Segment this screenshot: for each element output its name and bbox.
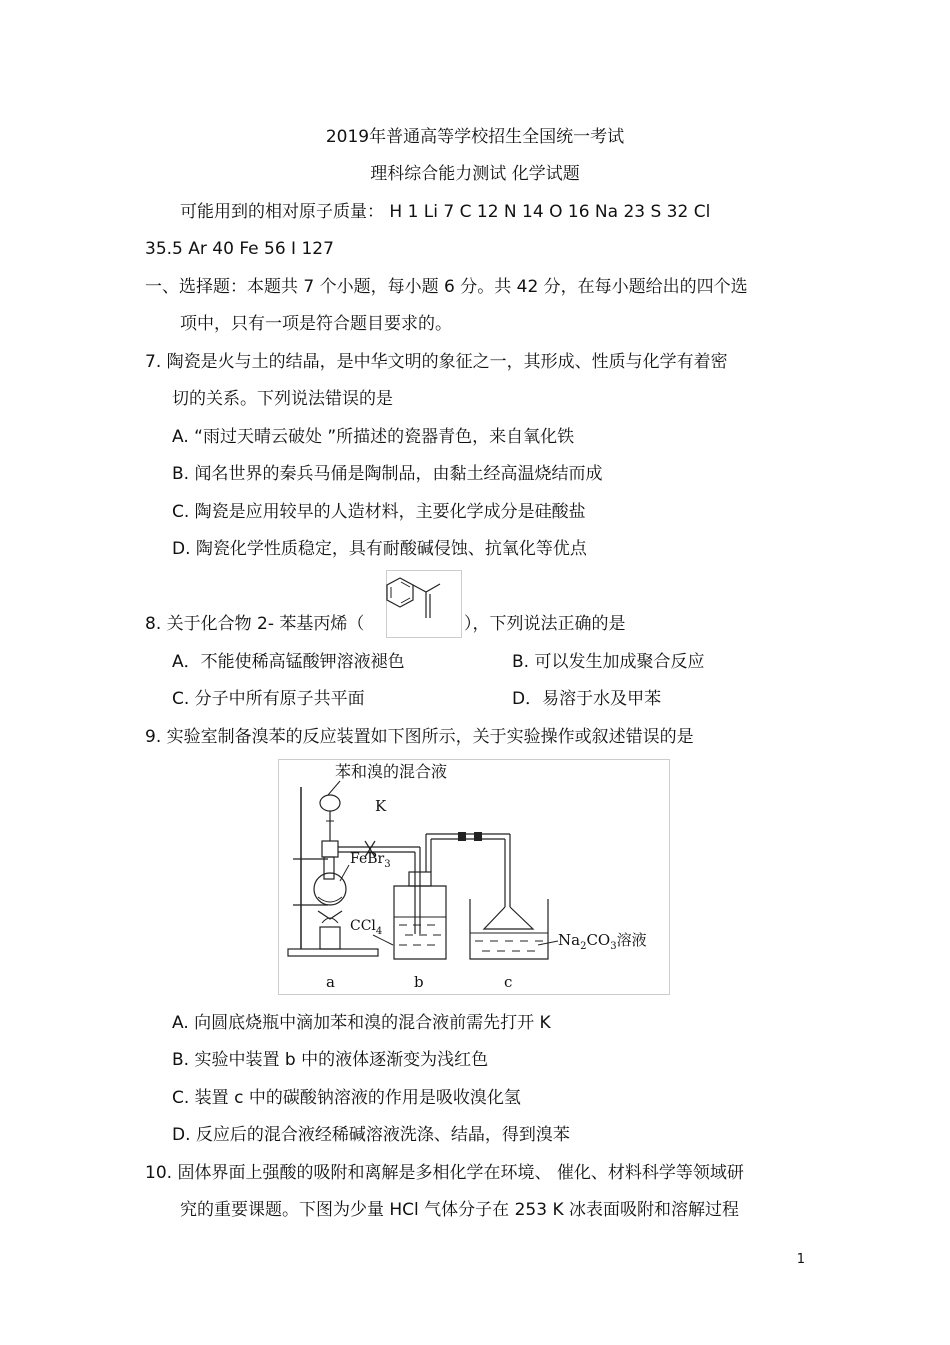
label-b: b (414, 973, 424, 991)
q10-stem-line-2: 究的重要课题。下图为少量 HCl 气体分子在 253 K 冰表面吸附和溶解过程 (180, 1200, 739, 1220)
atomic-masses-line-2: 35.5 Ar 40 Fe 56 I 127 (145, 239, 334, 259)
q8-stem-end: ），下列说法正确的是 (464, 614, 626, 634)
q8-option-c: C. 分子中所有原子共平面 (172, 689, 365, 709)
atomic-masses-line-1: 可能用到的相对原子质量： H 1 Li 7 C 12 N 14 O 16 Na 23 S 32 Cl (180, 202, 711, 222)
q7-option-b: B. 闻名世界的秦兵马俑是陶制品，由黏土经高温烧结而成 (172, 464, 603, 484)
label-febr: FeBr (350, 851, 385, 867)
q9-stem: 9. 实验室制备溴苯的反应装置如下图所示，关于实验操作或叙述错误的是 (145, 727, 694, 747)
q9-option-a: A. 向圆底烧瓶中滴加苯和溴的混合液前需先打开 K (172, 1013, 551, 1033)
label-solution: 溶液 (616, 931, 647, 949)
section-heading-line-2: 项中，只有一项是符合题目要求的。 (180, 314, 452, 334)
q7-option-c: C. 陶瓷是应用较早的人造材料，主要化学成分是硅酸盐 (172, 502, 586, 522)
label-ccl: CCl (350, 918, 376, 934)
label-mixture: 苯和溴的混合液 (335, 762, 448, 781)
label-febr-sub: 3 (384, 859, 391, 870)
q8-stem-start: 8. 关于化合物 2- 苯基丙烯（ (145, 614, 365, 634)
q9-option-c: C. 装置 c 中的碳酸钠溶液的作用是吸收溴化氢 (172, 1088, 521, 1108)
page-number: 1 (796, 1252, 805, 1267)
q8-option-d: D．易溶于水及甲苯 (512, 689, 662, 709)
svg-text:FeBr3 (350, 851, 391, 870)
phenylpropene-structure (386, 570, 462, 638)
q7-stem-line-2: 切的关系。下列说法错误的是 (172, 389, 393, 409)
q8-option-a: A．不能使稀高锰酸钾溶液褪色 (172, 652, 405, 672)
exam-subtitle: 理科综合能力测试 化学试题 (370, 164, 580, 184)
label-na: Na (558, 931, 581, 949)
q10-stem-line-1: 10. 固体界面上强酸的吸附和离解是多相化学在环境、 催化、材料科学等领域研 (145, 1163, 744, 1183)
q9-option-b: B. 实验中装置 b 中的液体逐渐变为浅红色 (172, 1050, 489, 1070)
label-ccl-sub: 4 (375, 926, 383, 937)
q9-option-d: D. 反应后的混合液经稀碱溶液洗涤、结晶，得到溴苯 (172, 1125, 570, 1145)
label-co: CO (586, 931, 611, 949)
section-heading-line-1: 一、选择题：本题共 7 个小题，每小题 6 分。共 42 分，在每小题给出的四个选 (145, 277, 748, 297)
label-k: K (375, 797, 387, 815)
q7-option-d: D. 陶瓷化学性质稳定，具有耐酸碱侵蚀、抗氧化等优点 (172, 539, 587, 559)
label-a: a (326, 973, 335, 991)
label-na-sub: 2 (580, 941, 587, 952)
label-c: c (504, 973, 513, 991)
q7-stem-line-1: 7. 陶瓷是火与土的结晶，是中华文明的象征之一，其形成、性质与化学有着密 (145, 352, 728, 372)
bromobenzene-apparatus-figure (278, 759, 670, 995)
q8-option-b: B. 可以发生加成聚合反应 (512, 652, 705, 672)
exam-title: 2019年普通高等学校招生全国统一考试 (325, 127, 625, 147)
svg-text:CCl4 (350, 918, 382, 937)
q7-option-a: A. “雨过天晴云破处 ”所描述的瓷器青色，来自氧化铁 (172, 427, 575, 447)
svg-text:Na2CO3溶液 (558, 931, 647, 952)
label-co-sub: 3 (610, 941, 617, 952)
